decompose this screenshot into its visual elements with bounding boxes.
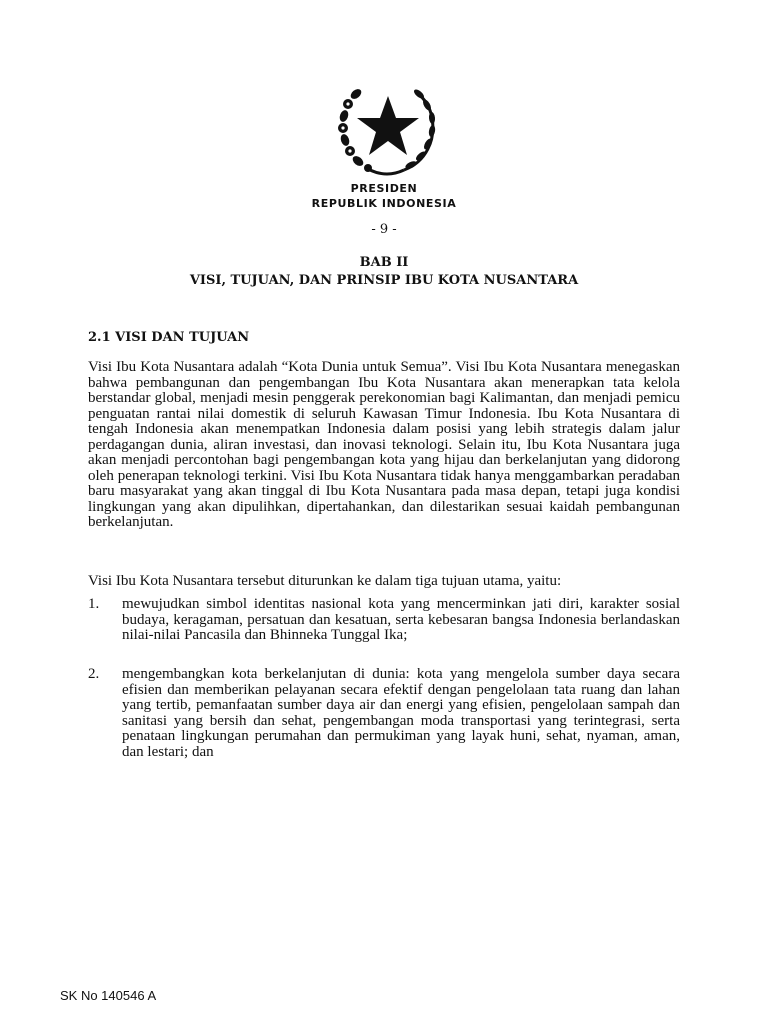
list-item-number: 2. xyxy=(88,666,100,682)
list-item-text: mengembangkan kota berkelanjutan di dunia: kota yang mengelola sumber daya secara efisien dan memberikan pelayanan secara efektif dengan pengelolaan tata ruang dan lahan yang tertib, pemanfaatan sumber daya air dan energi yang efisien, pengelolaan sampah dan sanitasi yang bersih dan sehat, pengembangan moda transportasi yang terintegrasi, serta penataan lingkungan perumahan dan permukiman yang layak huni, sehat, nyaman, aman, dan lestari; dan xyxy=(122,666,680,760)
chapter-label: BAB II xyxy=(359,255,409,270)
list-item-text: mewujudkan simbol identitas nasional kota yang mencerminkan jati diri, karakter sosial budaya, keragaman, persatuan dan kesatuan, serta kebesaran bangsa Indonesia berlandaskan nilai-nilai Pancasila dan Bhinneka Tunggal Ika; xyxy=(122,596,680,643)
footer-code: SK No 140546 A xyxy=(60,988,157,1003)
presidential-emblem-icon xyxy=(334,78,440,180)
header-line-republik: REPUBLIK INDONESIA xyxy=(311,197,457,210)
chapter-title: VISI, TUJUAN, DAN PRINSIP IBU KOTA NUSANTARA xyxy=(189,273,579,288)
body-paragraph-1: Visi Ibu Kota Nusantara adalah “Kota Dunia untuk Semua”. Visi Ibu Kota Nusantara menegaskan bahwa pembangunan dan pengembangan Ibu Kota Nusantara akan menerapkan tata kelola berstandar global, menjadi mesin penggerak perekonomian bagi Kalimantan, dan menjadi pemicu penguatan rantai nilai domestik di seluruh Kawasan Timur Indonesia. Ibu Kota Nusantara di tengah Indonesia akan menempatkan Indonesia dalam posisi yang lebih strategis dalam jalur perdagangan dunia, aliran investasi, dan inovasi teknologi. Selain itu, Ibu Kota Nusantara juga akan menjadi percontohan bagi pengembangan kota yang hijau dan berkelanjutan yang didorong oleh penerapan teknologi terkini. Visi Ibu Kota Nusantara tidak hanya menggambarkan peradaban baru masyarakat yang akan tinggal di Ibu Kota Nusantara pada masa depan, tetapi juga kondisi lingkungan yang akan dipulihkan, dipertahankan, dan dilestarikan sesuai kaidah pembangunan berkelanjutan. xyxy=(88,359,680,530)
header-line-presiden: PRESIDEN xyxy=(350,182,418,195)
section-heading: 2.1 VISI DAN TUJUAN xyxy=(88,330,250,345)
page-number: - 9 - xyxy=(371,222,397,237)
list-item-number: 1. xyxy=(88,596,100,612)
body-paragraph-2: Visi Ibu Kota Nusantara tersebut diturunkan ke dalam tiga tujuan utama, yaitu: xyxy=(88,573,562,589)
